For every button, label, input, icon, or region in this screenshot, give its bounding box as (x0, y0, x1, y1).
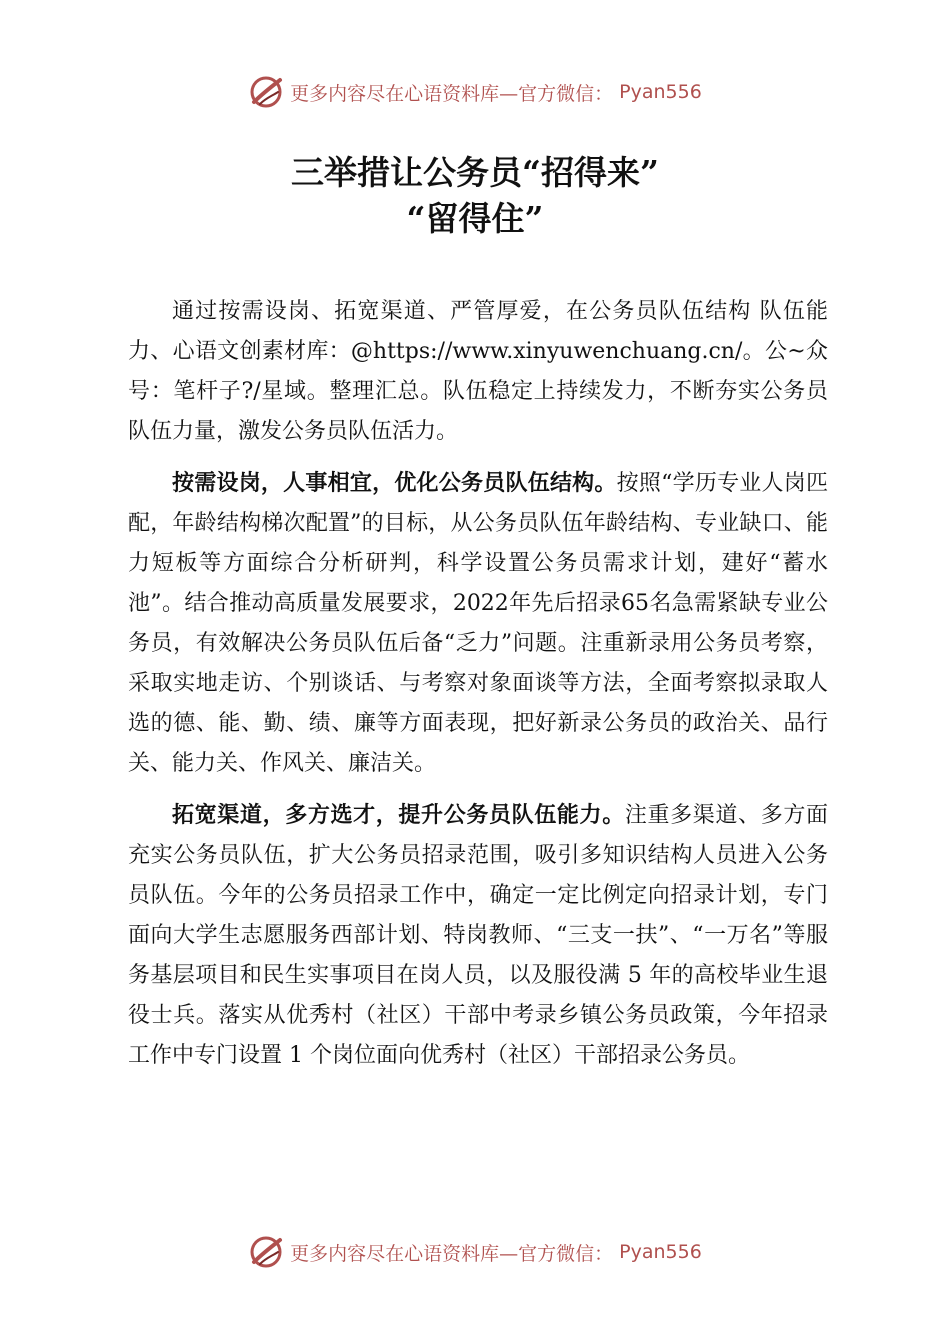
title-line-2: “留得住” (406, 199, 544, 238)
article-body (128, 292, 828, 1088)
paragraph-structure (128, 464, 828, 784)
brush-logo-icon (248, 1234, 284, 1270)
header-banner (0, 72, 950, 112)
banner-wechat-id: Pyan556 (619, 81, 702, 103)
paragraph-intro (128, 292, 828, 452)
banner-wechat-id: Pyan556 (619, 1241, 702, 1263)
paragraph-body: 通过按需设岗、拓宽渠道、严管厚爱，在公务员队伍结构 队伍能力、心语文创素材库：@https://www.xinyuwenchuang.cn/。公~众号：笔杆子?/星域。整理汇总。队伍稳定上持续发力，不断夯实公务员队伍力量，激发公务员队伍活力。 (128, 299, 828, 444)
banner-text: 更多内容尽在心语资料库—官方微信： (290, 1242, 614, 1265)
title-line-1: 三举措让公务员“招得来” (291, 153, 659, 192)
page-title (0, 150, 950, 242)
footer-banner (0, 1232, 950, 1272)
banner-text: 更多内容尽在心语资料库—官方微信： (290, 82, 614, 105)
paragraph-body: 按照“学历专业人岗匹配，年龄结构梯次配置”的目标，从公务员队伍年龄结构、专业缺口、能力短板等方面综合分析研判，科学设置公务员需求计划，建好“蓄水池”。结合推动高质量发展要求，2022年先后招录65名急需紧缺专业公务员，有效解决公务员队伍后备“乏力”问题。注重新录用公务员考察，采取实地走访、个别谈话、与考察对象面谈等方法，全面考察拟录取人选的德、能、勤、绩、廉等方面表现，把好新录公务员的政治关、品行关、能力关、作风关、廉洁关。 (128, 471, 828, 776)
paragraph-body: 注重多渠道、多方面充实公务员队伍，扩大公务员招录范围，吸引多知识结构人员进入公务员队伍。今年的公务员招录工作中，确定一定比例定向招录计划，专门面向大学生志愿服务西部计划、特岗教师、“三支一扶”、“一万名”等服务基层项目和民生实事项目在岗人员，以及服役满 5 年的高校毕业生退役士兵。落实从优秀村（社区）干部中考录乡镇公务员政策，今年招录工作中专门设置 1 个岗位面向优秀村（社区）干部招录公务员。 (128, 803, 828, 1068)
paragraph-ability (128, 796, 828, 1076)
brush-logo-icon (248, 74, 284, 110)
paragraph-lead: 拓宽渠道，多方选才，提升公务员队伍能力。 (172, 803, 625, 828)
paragraph-lead: 按需设岗，人事相宜，优化公务员队伍结构。 (172, 471, 617, 496)
